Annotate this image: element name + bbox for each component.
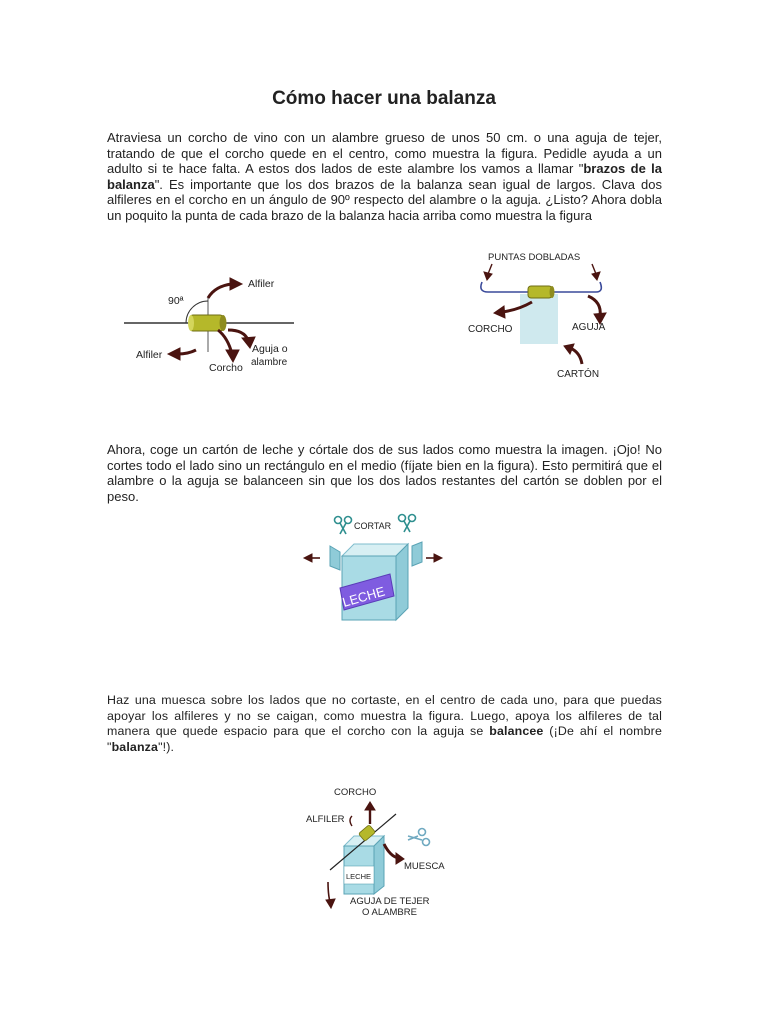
scissors-icon [335, 517, 352, 535]
label-alfiler: ALFILER [306, 814, 345, 825]
label-aguja: AGUJA [572, 322, 606, 333]
scissors-icon [399, 515, 416, 533]
figure-assembled-balance [300, 782, 470, 922]
bold-brazos: brazos de la balanza [107, 161, 663, 192]
scissors-icon [408, 829, 430, 846]
paragraph-2: Ahora, coge un cartón de leche y córtale dos de sus lados como muestra la imagen. ¡Ojo! No cortes todo el lado sino un rectángulo en el medio (fíjate bien en la figura). Esto permitirá que el alambre o la aguja se balanceen sin que los dos lados restantes del cartón se doblen por el peso. [107, 442, 662, 504]
label-leche: LECHE [346, 872, 372, 881]
paragraph-3: Haz una muesca sobre los lados que no cortaste, en el centro de cada uno, para que puedas apoyar los alfileres y no se caigan, como muestra la figura. Luego, apoya los alfileres de tal manera que quede espacio para que el corcho con la aguja se balancee (¡De ahí el nombre "balanza"!). [107, 693, 662, 754]
figure-bent-wire [462, 248, 622, 383]
label-aguja-2: O ALAMBRE [362, 907, 417, 918]
label-corcho: Corcho [209, 362, 243, 374]
page-title: Cómo hacer una balanza [272, 88, 496, 109]
bold-balanza: balanza [111, 739, 159, 754]
cork-icon [528, 286, 555, 298]
label-alfiler-left: Alfiler [136, 349, 163, 361]
label-muesca: MUESCA [404, 861, 445, 872]
figure-assembled-balance-drawing [300, 782, 470, 922]
label-leche: LECHE [340, 583, 387, 610]
label-cortar: CORTAR [354, 521, 392, 531]
label-puntas: PUNTAS DOBLADAS [488, 252, 581, 263]
bold-balancee: balancee [489, 724, 544, 739]
label-corcho: CORCHO [334, 787, 377, 798]
label-carton: CARTÓN [557, 369, 600, 380]
paragraph-1: Atraviesa un corcho de vino con un alambre grueso de unos 50 cm. o una aguja de tejer, tratando de que el corcho quede en el centro, como muestra la figura. Pedidle ayuda a un adulto si te hace falta. A estos dos lados de este alambre los vamos a llamar "brazos de la balanza". Es importante que los dos brazos de la balanza sean igual de largos. Clava dos alfileres en el corcho en un ángulo de 90º respecto del alambre o la aguja. ¿Listo? Ahora dobla un poquito la punta de cada brazo de la balanza hacia arriba como muestra la figura [107, 130, 663, 223]
figure-bent-wire-drawing [462, 248, 622, 383]
label-alfiler-top: Alfiler [248, 278, 275, 290]
label-aguja-1: Aguja o [252, 343, 288, 355]
figure-cork-wire [120, 268, 310, 378]
cork-icon [188, 315, 227, 331]
figure-cut-carton [300, 512, 450, 627]
label-aguja-1: AGUJA DE TEJER [350, 896, 430, 907]
figure-cut-carton-drawing [300, 512, 450, 627]
label-angle: 90ª [168, 295, 184, 307]
label-corcho: CORCHO [468, 324, 513, 335]
figure-cork-wire-drawing [120, 268, 310, 378]
label-aguja-2: alambre [251, 357, 288, 368]
